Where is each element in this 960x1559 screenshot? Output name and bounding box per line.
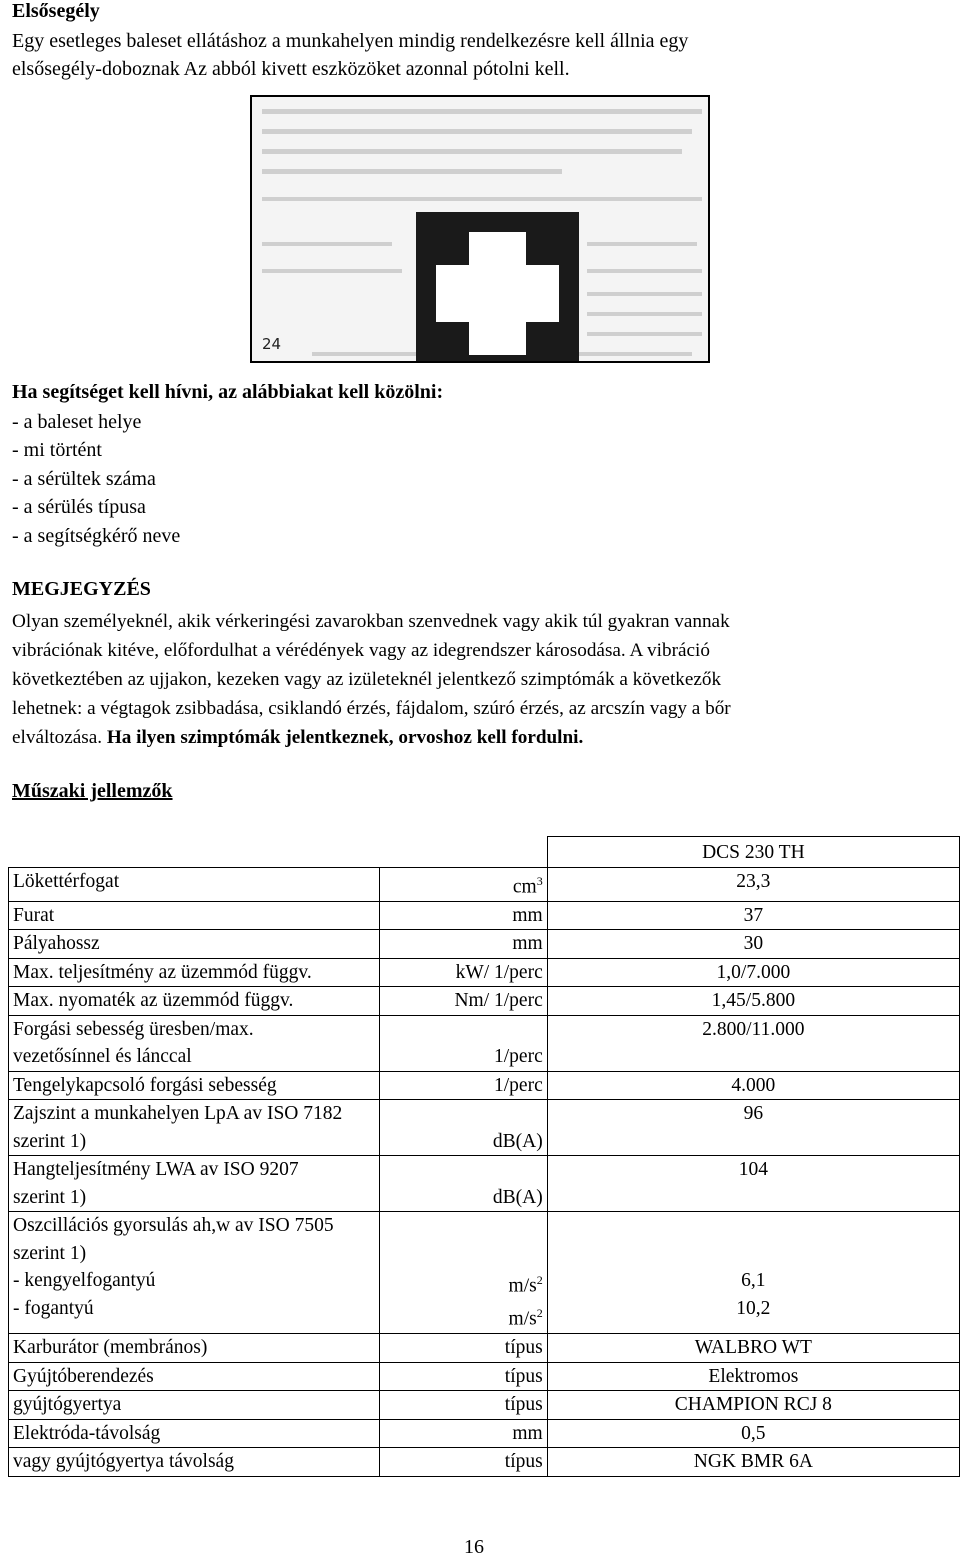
spec-unit: Nm/ 1/perc bbox=[380, 987, 547, 1016]
spec-value: 1,45/5.800 bbox=[547, 987, 959, 1016]
spec-label: Hangteljesítmény LWA av ISO 9207 szerint 1) bbox=[9, 1156, 380, 1212]
spec-unit: dB(A) bbox=[380, 1156, 547, 1212]
list-item: - mi történt bbox=[12, 439, 102, 461]
table-row bbox=[9, 901, 960, 930]
spec-value: NGK BMR 6A bbox=[547, 1448, 959, 1477]
table-row bbox=[9, 1362, 960, 1391]
spec-value: 6,1 10,2 bbox=[547, 1212, 959, 1334]
table-row bbox=[9, 930, 960, 959]
spec-value: 0,5 bbox=[547, 1419, 959, 1448]
spec-value: WALBRO WT bbox=[547, 1334, 959, 1363]
spec-label: Lökettérfogat bbox=[9, 867, 380, 901]
figure-number: 24 bbox=[262, 335, 282, 353]
spec-label: Tengelykapcsoló forgási sebesség bbox=[9, 1071, 380, 1100]
first-aid-line-2: elsősegély-doboznak Az abból kivett eszközöket azonnal pótolni kell. bbox=[12, 58, 570, 80]
first-aid-line-1: Egy esetleges baleset ellátáshoz a munkahelyen mindig rendelkezésre kell állnia egy bbox=[12, 30, 689, 52]
spec-label: Gyújtóberendezés bbox=[9, 1362, 380, 1391]
spec-value: 2.800/11.000 bbox=[547, 1015, 959, 1071]
model-header: DCS 230 TH bbox=[547, 837, 959, 868]
table-row bbox=[9, 1448, 960, 1477]
spec-label: Elektróda-távolság bbox=[9, 1419, 380, 1448]
table-row bbox=[9, 1071, 960, 1100]
table-row bbox=[9, 1156, 960, 1212]
spec-label: Furat bbox=[9, 901, 380, 930]
table-row bbox=[9, 987, 960, 1016]
note-bold-warning: Ha ilyen szimptómák jelentkeznek, orvoshoz kell fordulni. bbox=[106, 727, 584, 748]
specs-title: Műszaki jellemzők bbox=[12, 780, 173, 802]
table-row bbox=[9, 958, 960, 987]
spec-value: 104 bbox=[547, 1156, 959, 1212]
first-aid-title: Elsősegély bbox=[12, 0, 100, 22]
table-row bbox=[9, 1100, 960, 1156]
spec-label: gyújtógyertya bbox=[9, 1391, 380, 1420]
spec-value: 96 bbox=[547, 1100, 959, 1156]
spec-unit: dB(A) bbox=[380, 1100, 547, 1156]
spec-unit: típus bbox=[380, 1362, 547, 1391]
list-item: - a sérülés típusa bbox=[12, 496, 146, 518]
spec-unit: $cm^3$ bbox=[380, 867, 547, 901]
first-aid-figure bbox=[250, 95, 710, 363]
spec-unit: mm bbox=[380, 901, 547, 930]
spec-label: Karburátor (membrános) bbox=[9, 1334, 380, 1363]
table-row bbox=[9, 1334, 960, 1363]
spec-unit: 1/perc bbox=[380, 1015, 547, 1071]
table-row bbox=[9, 1391, 960, 1420]
spec-label: Max. nyomaték az üzemmód függv. bbox=[9, 987, 380, 1016]
note-line-3: következtében az ujjakon, kezeken vagy az izületeknél jelentkező szimptómák a következők bbox=[12, 669, 722, 690]
table-row bbox=[9, 1419, 960, 1448]
list-item: - a baleset helye bbox=[12, 411, 142, 433]
note-line-5: elváltozása. Ha ilyen szimptómák jelentkeznek, orvoshoz kell fordulni. bbox=[12, 727, 584, 748]
spec-value: 4.000 bbox=[547, 1071, 959, 1100]
spec-value: Elektromos bbox=[547, 1362, 959, 1391]
spec-value: 23,3 bbox=[547, 867, 959, 901]
table-row bbox=[9, 837, 960, 868]
spec-unit: mm bbox=[380, 1419, 547, 1448]
spec-label: Zajszint a munkahelyen LpA av ISO 7182 szerint 1) bbox=[9, 1100, 380, 1156]
spec-label: Forgási sebesség üresben/max. vezetősínnel és lánccal bbox=[9, 1015, 380, 1071]
spec-value: 1,0/7.000 bbox=[547, 958, 959, 987]
call-help-title: Ha segítséget kell hívni, az alábbiakat kell közölni: bbox=[12, 381, 444, 403]
spec-unit: típus bbox=[380, 1334, 547, 1363]
table-row bbox=[9, 1212, 960, 1334]
list-item: - a sérültek száma bbox=[12, 468, 156, 490]
spec-unit: kW/ 1/perc bbox=[380, 958, 547, 987]
spec-unit: $m/s^2$ $m/s^2$ bbox=[380, 1212, 547, 1334]
note-line-4: lehetnek: a végtagok zsibbadása, csiklandó érzés, fájdalom, szúró érzés, az arcszín vagy a bőr bbox=[12, 698, 731, 719]
specs-table bbox=[8, 836, 960, 1477]
spec-unit: 1/perc bbox=[380, 1071, 547, 1100]
spec-value: 37 bbox=[547, 901, 959, 930]
table-row bbox=[9, 1015, 960, 1071]
spec-value: CHAMPION RCJ 8 bbox=[547, 1391, 959, 1420]
table-row bbox=[9, 867, 960, 901]
note-line-2: vibrációnak kitéve, előfordulhat a vérédények vagy az idegrendszer károsodása. A vibráció bbox=[12, 640, 710, 661]
spec-value: 30 bbox=[547, 930, 959, 959]
list-item: - a segítségkérő neve bbox=[12, 525, 181, 547]
spec-label: Max. teljesítmény az üzemmód függv. bbox=[9, 958, 380, 987]
first-aid-cross-icon bbox=[416, 212, 579, 363]
spec-label: Pályahossz bbox=[9, 930, 380, 959]
spec-label: vagy gyújtógyertya távolság bbox=[9, 1448, 380, 1477]
spec-unit: típus bbox=[380, 1448, 547, 1477]
note-title: MEGJEGYZÉS bbox=[12, 578, 151, 600]
page-number: 16 bbox=[464, 1536, 484, 1558]
spec-unit: mm bbox=[380, 930, 547, 959]
spec-unit: típus bbox=[380, 1391, 547, 1420]
spec-label: Oszcillációs gyorsulás ah,w av ISO 7505 szerint 1) - kengyelfogantyú - fogantyú bbox=[9, 1212, 380, 1334]
note-line-1: Olyan személyeknél, akik vérkeringési zavarokban szenvednek vagy akik túl gyakran vannak bbox=[12, 611, 730, 632]
